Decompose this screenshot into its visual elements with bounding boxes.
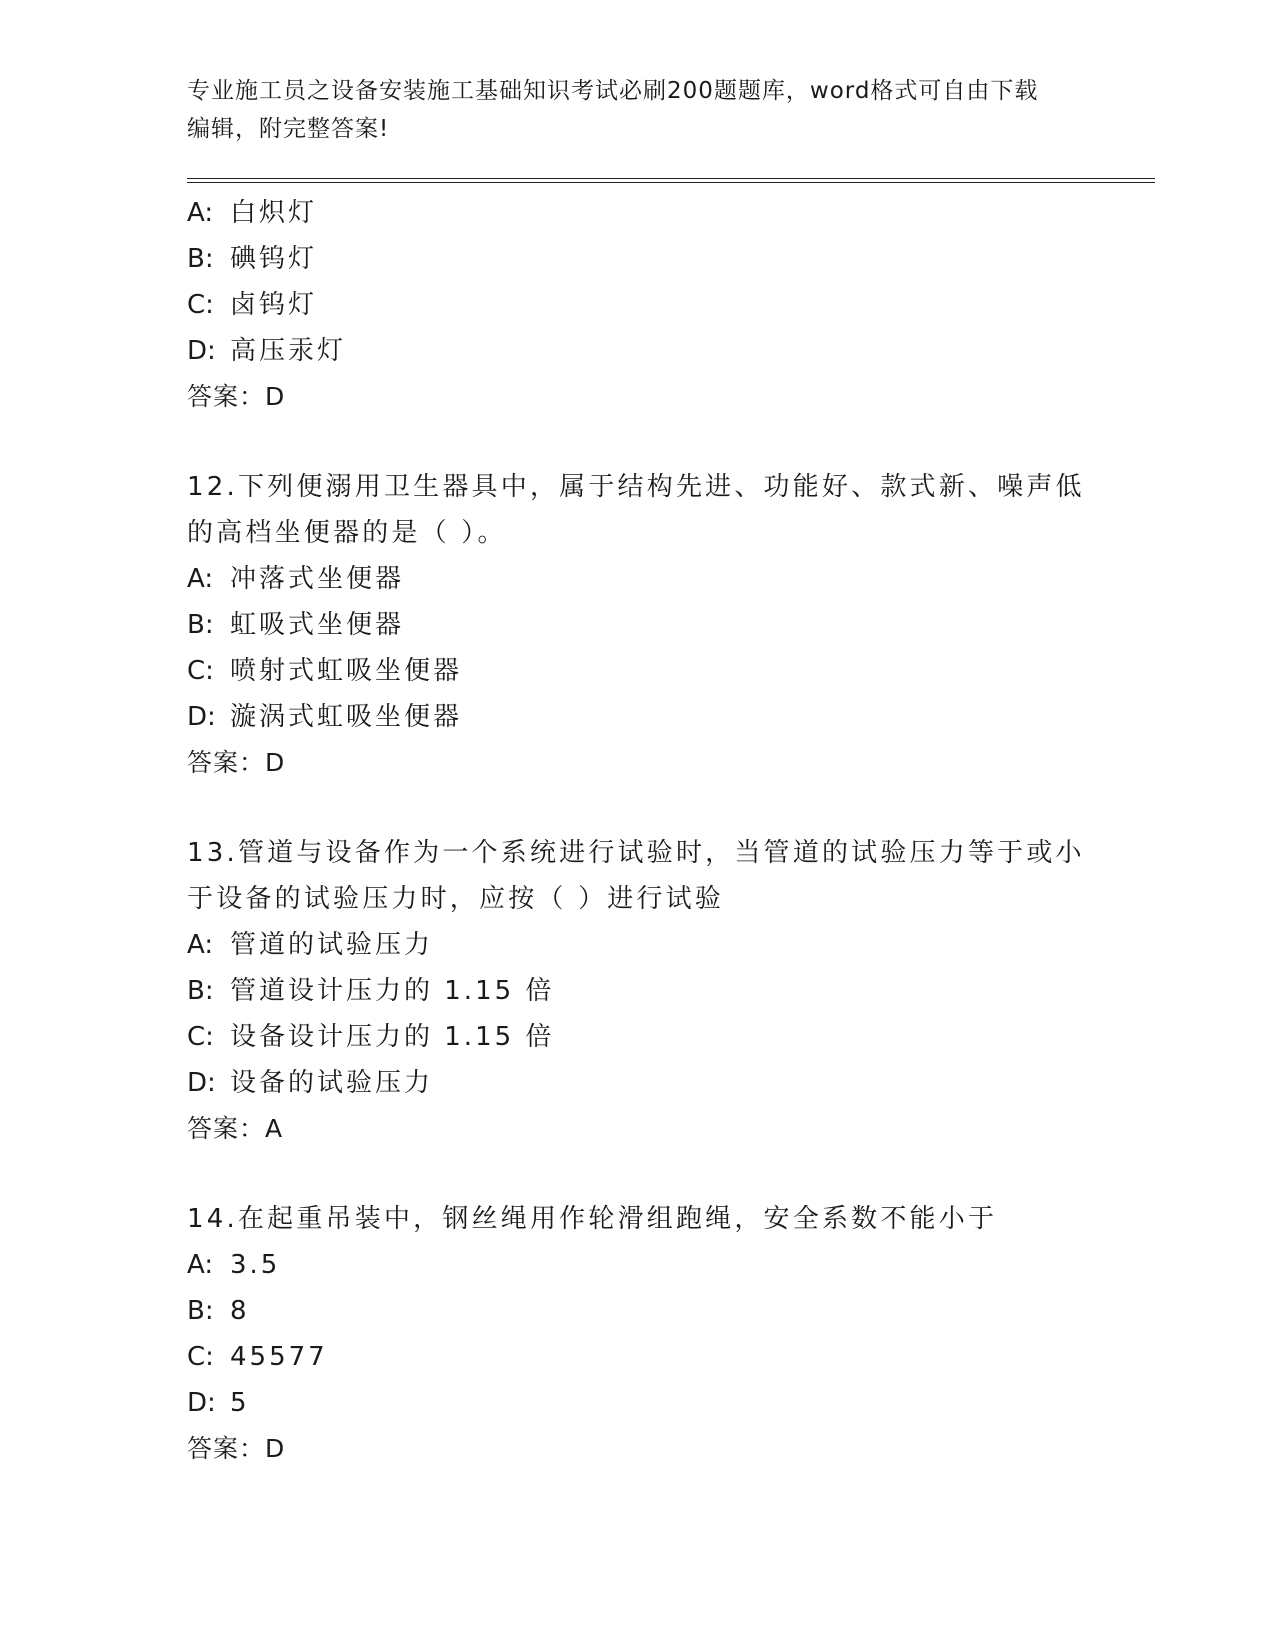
option-letter: D: bbox=[187, 1388, 216, 1418]
option-d bbox=[187, 1060, 1087, 1106]
option-text: 冲落式坐便器 bbox=[230, 564, 405, 594]
option-text: 设备设计压力的 1.15 倍 bbox=[230, 1022, 555, 1052]
option-d bbox=[187, 1380, 1087, 1426]
option-text: 白炽灯 bbox=[230, 198, 318, 228]
option-letter: B: bbox=[187, 1296, 214, 1326]
option-letter: A: bbox=[187, 930, 214, 960]
option-letter: D: bbox=[187, 702, 216, 732]
option-text: 高压汞灯 bbox=[230, 336, 347, 366]
option-c bbox=[187, 648, 1087, 694]
question-12 bbox=[187, 464, 1087, 786]
question-14 bbox=[187, 1196, 1087, 1472]
question-stem-line-1: 13.管道与设备作为一个系统进行试验时，当管道的试验压力等于或小 bbox=[187, 838, 1085, 868]
answer-line: 答案：D bbox=[187, 1434, 286, 1463]
option-letter: D: bbox=[187, 336, 216, 366]
option-a bbox=[187, 556, 1087, 602]
option-text: 漩涡式虹吸坐便器 bbox=[230, 702, 463, 732]
question-stem-line-1: 14.在起重吊装中，钢丝绳用作轮滑组跑绳，安全系数不能小于 bbox=[187, 1204, 998, 1234]
option-b bbox=[187, 1288, 1087, 1334]
option-c bbox=[187, 1014, 1087, 1060]
option-letter: A: bbox=[187, 564, 214, 594]
option-text: 设备的试验压力 bbox=[230, 1068, 434, 1098]
option-text: 管道的试验压力 bbox=[230, 930, 434, 960]
option-letter: B: bbox=[187, 610, 214, 640]
option-b bbox=[187, 602, 1087, 648]
page-header bbox=[187, 72, 1087, 148]
question-stem-line-1: 12.下列便溺用卫生器具中，属于结构先进、功能好、款式新、噪声低 bbox=[187, 472, 1085, 502]
option-b bbox=[187, 968, 1087, 1014]
option-text: 卤钨灯 bbox=[230, 290, 318, 320]
option-text: 8 bbox=[230, 1296, 250, 1326]
question-stem-line-2: 的高档坐便器的是（ ）。 bbox=[187, 518, 507, 548]
option-text: 喷射式虹吸坐便器 bbox=[230, 656, 463, 686]
option-text: 3.5 bbox=[230, 1250, 281, 1280]
option-b bbox=[187, 236, 1087, 282]
option-letter: B: bbox=[187, 244, 214, 274]
option-d bbox=[187, 694, 1087, 740]
option-a bbox=[187, 1242, 1087, 1288]
option-letter: C: bbox=[187, 1022, 214, 1052]
option-text: 5 bbox=[230, 1388, 250, 1418]
option-c bbox=[187, 282, 1087, 328]
answer-line: 答案：D bbox=[187, 748, 286, 777]
option-d bbox=[187, 328, 1087, 374]
option-a bbox=[187, 190, 1087, 236]
option-c bbox=[187, 1334, 1087, 1380]
option-letter: B: bbox=[187, 976, 214, 1006]
option-letter: D: bbox=[187, 1068, 216, 1098]
question-list bbox=[187, 190, 1087, 1472]
option-letter: C: bbox=[187, 656, 214, 686]
document-title-line-2: 编辑，附完整答案! bbox=[187, 116, 390, 142]
option-text: 碘钨灯 bbox=[230, 244, 318, 274]
option-text: 虹吸式坐便器 bbox=[230, 610, 405, 640]
question-13 bbox=[187, 830, 1087, 1152]
answer-line: 答案：A bbox=[187, 1114, 284, 1143]
answer-line: 答案：D bbox=[187, 382, 286, 411]
document-title-line-1: 专业施工员之设备安装施工基础知识考试必刷200题题库，word格式可自由下载 bbox=[187, 78, 1039, 104]
option-letter: A: bbox=[187, 1250, 214, 1280]
question-stem-line-2: 于设备的试验压力时，应按（ ）进行试验 bbox=[187, 884, 725, 914]
header-divider bbox=[187, 178, 1155, 183]
option-letter: C: bbox=[187, 290, 214, 320]
question-11 bbox=[187, 190, 1087, 420]
option-text: 管道设计压力的 1.15 倍 bbox=[230, 976, 555, 1006]
option-a bbox=[187, 922, 1087, 968]
option-letter: A: bbox=[187, 198, 214, 228]
option-letter: C: bbox=[187, 1342, 214, 1372]
option-text: 45577 bbox=[230, 1342, 328, 1372]
